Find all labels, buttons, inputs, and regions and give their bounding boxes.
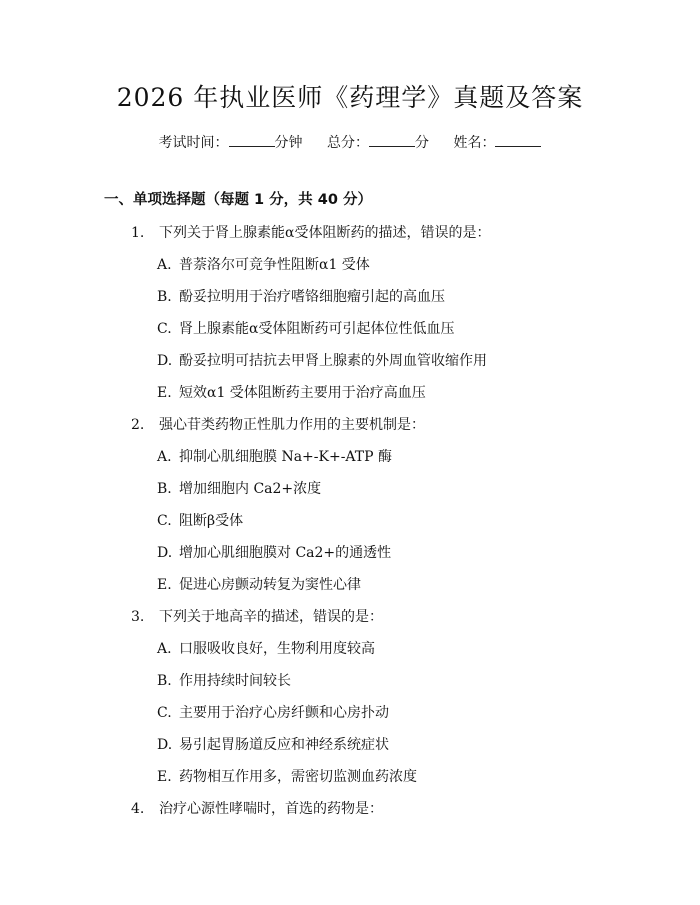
option-letter: C.: [157, 321, 172, 337]
option-2c: [157, 511, 243, 531]
exam-time-blank: [229, 132, 275, 147]
question-number: 2.: [131, 417, 145, 433]
option-text: 增加心肌细胞膜对 Ca2+的通透性: [179, 545, 392, 561]
exam-info: [0, 132, 700, 153]
option-text: 作用持续时间较长: [179, 673, 291, 689]
question-2: [131, 415, 425, 435]
option-letter: E.: [157, 769, 172, 785]
option-letter: E.: [157, 577, 172, 593]
option-2d: [157, 543, 391, 563]
option-3e: [157, 767, 417, 787]
option-3d: [157, 735, 389, 755]
option-2b: [157, 479, 321, 499]
exam-score: [327, 132, 429, 153]
option-text: 口服吸收良好，生物利用度较高: [179, 641, 375, 657]
question-4: [131, 799, 383, 819]
option-text: 主要用于治疗心房纤颤和心房扑动: [179, 705, 389, 721]
option-letter: E.: [157, 385, 172, 401]
exam-score-label: 总分：: [327, 135, 369, 151]
option-letter: B.: [157, 289, 172, 305]
option-letter: A.: [157, 449, 172, 465]
question-text: 强心苷类药物正性肌力作用的主要机制是：: [159, 417, 425, 433]
option-text: 易引起胃肠道反应和神经系统症状: [179, 737, 389, 753]
exam-name: [453, 132, 541, 153]
option-letter: C.: [157, 513, 172, 529]
exam-name-label: 姓名：: [453, 135, 496, 151]
exam-name-blank: [495, 132, 541, 147]
question-3: [131, 607, 383, 627]
option-letter: A.: [157, 257, 172, 273]
option-2e: [157, 575, 361, 595]
exam-time-label: 考试时间：: [158, 135, 229, 151]
section-heading: 一、单项选择题（每题 1 分，共 40 分）: [104, 192, 372, 208]
document-title: 2026 年执业医师《药理学》真题及答案: [116, 83, 584, 112]
question-text: 下列关于地高辛的描述，错误的是：: [159, 609, 383, 625]
question-number: 3.: [131, 609, 145, 625]
option-text: 抑制心肌细胞膜 Na+-K+-ATP 酶: [179, 449, 392, 465]
exam-time-unit: 分钟: [274, 135, 303, 151]
question-text: 治疗心源性哮喘时，首选的药物是：: [159, 801, 383, 817]
option-text: 酚妥拉明可拮抗去甲肾上腺素的外周血管收缩作用: [179, 353, 487, 369]
option-text: 增加细胞内 Ca2+浓度: [179, 481, 322, 497]
option-text: 促进心房颤动转复为窦性心律: [179, 577, 361, 593]
option-letter: A.: [157, 641, 172, 657]
option-3c: [157, 703, 389, 723]
option-text: 药物相互作用多，需密切监测血药浓度: [179, 769, 417, 785]
option-text: 肾上腺素能α受体阻断药可引起体位性低血压: [179, 321, 455, 337]
option-text: 普萘洛尔可竞争性阻断α1 受体: [179, 257, 370, 273]
option-letter: B.: [157, 481, 172, 497]
option-letter: D.: [157, 545, 173, 561]
option-text: 短效α1 受体阻断药主要用于治疗高血压: [179, 385, 426, 401]
option-text: 阻断β受体: [179, 513, 244, 529]
question-number: 1.: [131, 225, 145, 241]
exam-score-blank: [369, 132, 415, 147]
option-2a: [157, 447, 392, 467]
option-text: 酚妥拉明用于治疗嗜铬细胞瘤引起的高血压: [179, 289, 445, 305]
option-letter: C.: [157, 705, 172, 721]
option-1d: [157, 351, 487, 371]
option-1e: [157, 383, 426, 403]
option-1c: [157, 319, 454, 339]
exam-time: [159, 132, 303, 153]
option-letter: D.: [157, 353, 173, 369]
question-1: [131, 223, 490, 243]
option-3b: [157, 671, 291, 691]
option-letter: D.: [157, 737, 173, 753]
option-3a: [157, 639, 375, 659]
option-1b: [157, 287, 445, 307]
question-text: 下列关于肾上腺素能α受体阻断药的描述，错误的是：: [159, 225, 491, 241]
exam-score-unit: 分: [415, 135, 429, 151]
question-number: 4.: [131, 801, 145, 817]
option-1a: [157, 255, 370, 275]
option-letter: B.: [157, 673, 172, 689]
